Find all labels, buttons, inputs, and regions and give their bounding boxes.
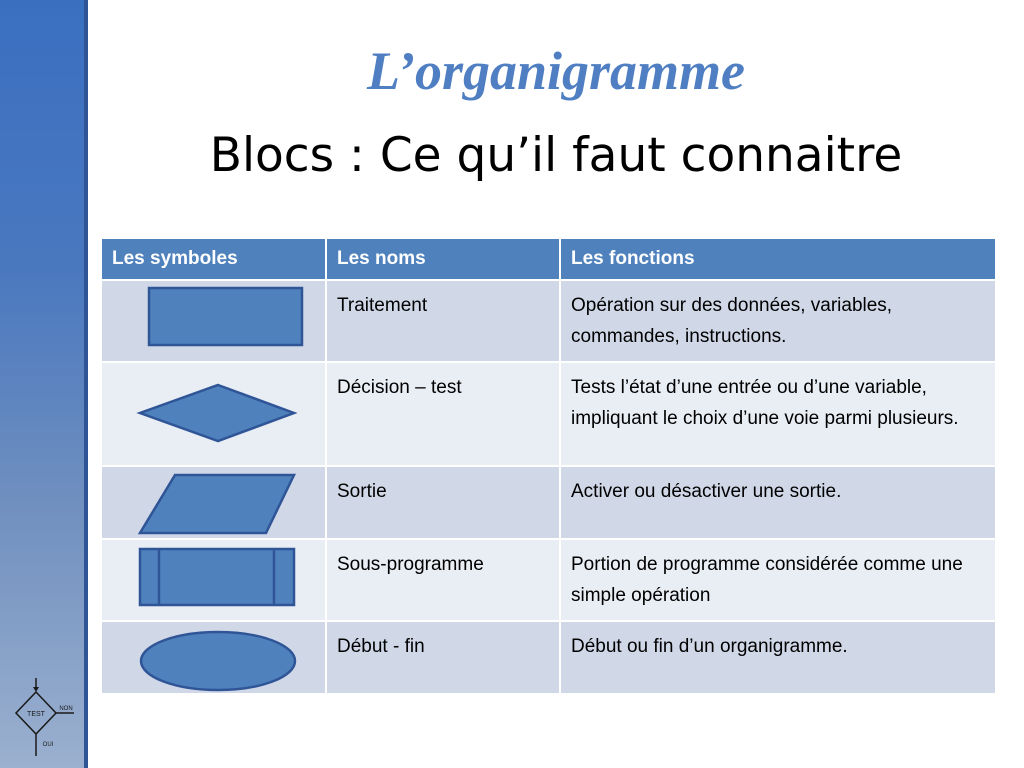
table-header-row bbox=[102, 239, 996, 280]
slide-subtitle: Blocs : Ce qu’il faut connaitre bbox=[209, 128, 903, 183]
header-symbols: Les symboles bbox=[102, 239, 326, 280]
parallelogram-icon bbox=[102, 467, 326, 538]
symbol-cell bbox=[102, 280, 326, 362]
symbol-cell bbox=[102, 362, 326, 466]
symbols-table bbox=[102, 239, 997, 693]
logo-no-label: NON bbox=[59, 706, 73, 712]
subroutine-icon bbox=[102, 540, 326, 611]
function-cell: Tests l’état d’une entrée ou d’une variable, impliquant le choix d’une voie parmi plusieurs. bbox=[560, 362, 996, 466]
table-row bbox=[102, 539, 996, 621]
symbol-cell bbox=[102, 621, 326, 693]
logo-yes-label: OUI bbox=[42, 742, 54, 748]
function-cell: Portion de programme considérée comme une simple opération bbox=[560, 539, 996, 621]
flowchart-logo-icon bbox=[8, 678, 80, 764]
table-row bbox=[102, 362, 996, 466]
header-functions: Les fonctions bbox=[560, 239, 996, 280]
function-cell: Activer ou désactiver une sortie. bbox=[560, 466, 996, 539]
symbol-cell bbox=[102, 539, 326, 621]
table-row bbox=[102, 621, 996, 693]
logo-test-label: TEST bbox=[27, 711, 45, 718]
table-row bbox=[102, 280, 996, 362]
name-cell: Sous-programme bbox=[326, 539, 560, 621]
rectangle-icon bbox=[102, 281, 326, 352]
sidebar-decoration bbox=[0, 0, 84, 768]
ellipse-icon bbox=[102, 622, 326, 693]
name-cell: Décision – test bbox=[326, 362, 560, 466]
function-cell: Opération sur des données, variables, commandes, instructions. bbox=[560, 280, 996, 362]
diamond-icon bbox=[102, 363, 326, 465]
slide-title: L’organigramme bbox=[366, 41, 746, 101]
function-cell: Début ou fin d’un organigramme. bbox=[560, 621, 996, 693]
name-cell: Traitement bbox=[326, 280, 560, 362]
sidebar-edge bbox=[84, 0, 88, 768]
header-names: Les noms bbox=[326, 239, 560, 280]
symbol-cell bbox=[102, 466, 326, 539]
name-cell: Sortie bbox=[326, 466, 560, 539]
name-cell: Début - fin bbox=[326, 621, 560, 693]
table-row bbox=[102, 466, 996, 539]
